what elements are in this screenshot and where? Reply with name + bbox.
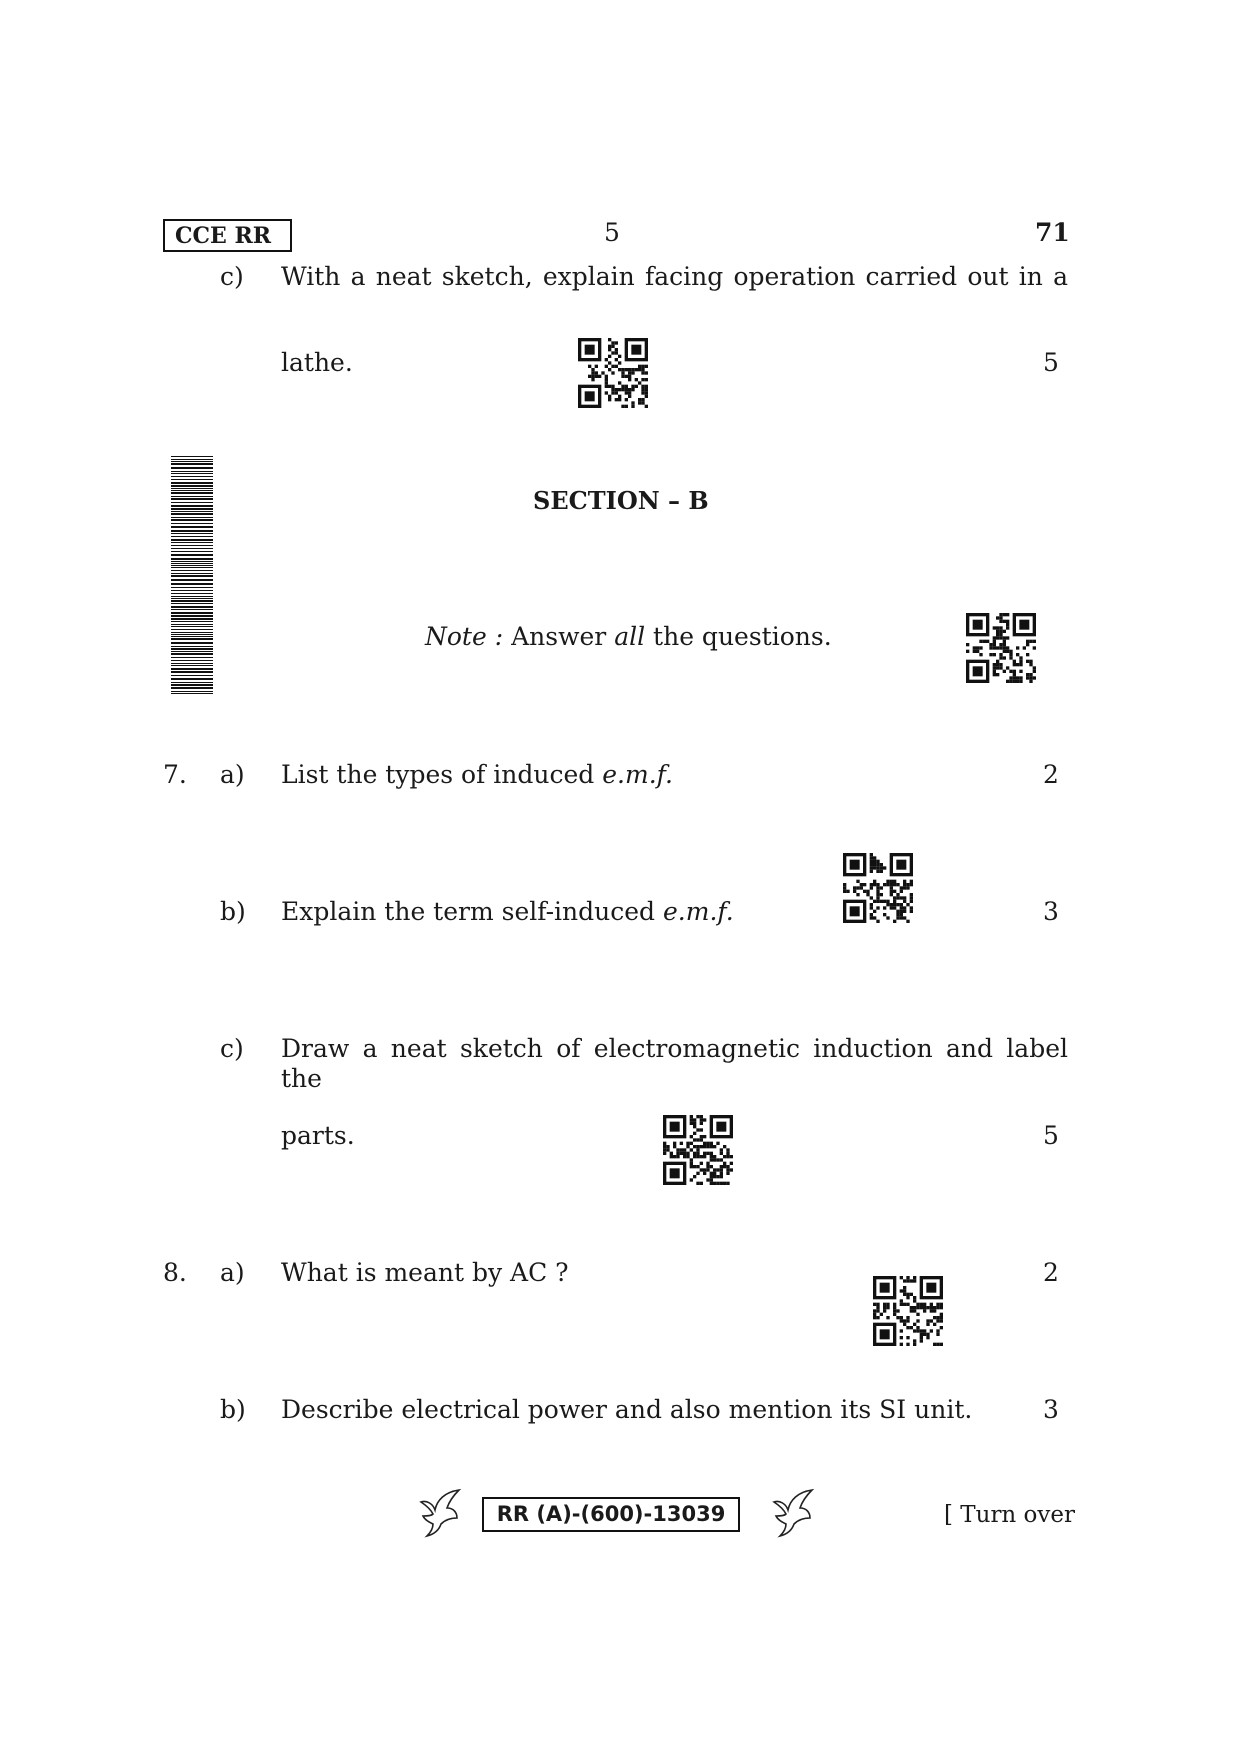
q8b-label: b) — [220, 1395, 246, 1424]
q7a-text — [281, 760, 673, 790]
qr-code-icon — [873, 1276, 943, 1346]
qr-code-icon — [966, 613, 1036, 683]
q7b-marks: 3 — [1043, 897, 1059, 926]
dove-icon — [417, 1488, 463, 1538]
qr-code-icon — [843, 853, 913, 923]
footer-code-box — [482, 1497, 740, 1532]
q8-number: 8. — [163, 1258, 187, 1287]
section-note — [425, 622, 832, 652]
paper-code: 71 — [1035, 218, 1070, 247]
q7b-emph: e.m.f. — [663, 897, 734, 926]
q6c-line2: lathe. — [281, 348, 353, 377]
barcode-icon — [171, 456, 213, 696]
q8b-marks: 3 — [1043, 1395, 1059, 1424]
q7b-label: b) — [220, 897, 246, 926]
note-label: Note : — [425, 622, 504, 651]
qr-code-icon — [578, 338, 648, 408]
q7-number: 7. — [163, 760, 187, 789]
turn-over: [ Turn over — [944, 1502, 1076, 1528]
q7c-marks: 5 — [1043, 1121, 1059, 1150]
q7c-label: c) — [220, 1034, 244, 1063]
q8b-text: Describe electrical power and also mention its SI unit. — [281, 1395, 973, 1424]
q7a-main: List the types of induced — [281, 760, 595, 789]
q8a-text: What is meant by AC ? — [281, 1258, 569, 1287]
header-code-box — [163, 219, 292, 252]
q8a-marks: 2 — [1043, 1258, 1059, 1287]
q6c-marks: 5 — [1043, 348, 1059, 377]
q7c-line2: parts. — [281, 1121, 355, 1150]
q8a-label: a) — [220, 1258, 245, 1287]
qr-code-icon — [663, 1115, 733, 1185]
q6c-label: c) — [220, 262, 244, 291]
header-code: CCE RR — [175, 223, 272, 249]
dove-icon — [770, 1488, 816, 1538]
note-emph: all — [614, 622, 646, 651]
q6c-line1: With a neat sketch, explain facing operation carried out in a — [281, 262, 1068, 291]
q7a-marks: 2 — [1043, 760, 1059, 789]
q7a-label: a) — [220, 760, 245, 789]
q7a-emph: e.m.f. — [602, 760, 673, 789]
q7b-text — [281, 897, 734, 927]
note-post: the questions. — [653, 622, 832, 651]
footer-code: RR (A)-(600)-13039 — [496, 1502, 726, 1526]
note-pre: Answer — [511, 622, 607, 651]
section-title: SECTION – B — [533, 486, 709, 515]
page-number: 5 — [604, 218, 620, 247]
q7b-main: Explain the term self-induced — [281, 897, 656, 926]
q7c-line1: Draw a neat sketch of electromagnetic induction and label the — [281, 1034, 1068, 1093]
